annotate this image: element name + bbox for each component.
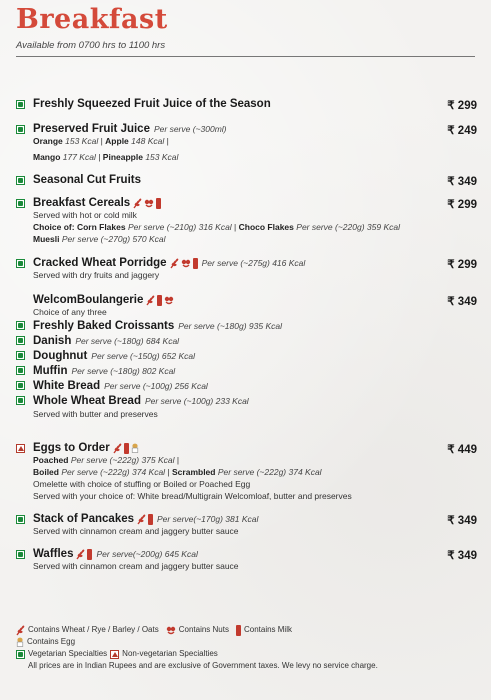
item-price: ₹ 349 (447, 296, 477, 308)
item-name: Waffles (33, 548, 74, 560)
item-description: Omelette with choice of stuffing or Boiled or Poached Egg (33, 479, 251, 489)
item-options: Choice of: Corn Flakes Per serve (~210g) 316 Kcal | Choco Flakes Per serve (~220g) 359 Kcal (33, 222, 400, 232)
sub-item[interactable] (16, 333, 477, 348)
veg-mark-icon (16, 336, 25, 345)
nut-icon (144, 198, 154, 208)
item-serve: Per serve (~300ml) (153, 124, 227, 134)
wheat-icon (146, 295, 155, 306)
wheat-icon (113, 443, 122, 454)
veg-mark-icon (16, 396, 25, 405)
sub-item-name: Doughnut (33, 349, 88, 362)
item-description: Served with cinnamon cream and jaggery butter sauce (33, 561, 239, 571)
legend-nuts: Contains Nuts (178, 625, 229, 634)
sub-item[interactable] (16, 348, 477, 363)
veg-mark-icon (16, 381, 25, 390)
availability-note: Available from 0700 hrs to 1100 hrs (16, 40, 166, 51)
veg-mark-icon (16, 366, 25, 375)
menu-item-eggs[interactable] (16, 442, 477, 502)
sub-item-meta: Per serve (~100g) 256 Kcal (104, 380, 208, 391)
item-description: Served with dry fruits and jaggery (33, 270, 160, 280)
item-name: Eggs to Order (33, 442, 110, 454)
wheat-icon (133, 198, 142, 209)
sub-item-name: White Bread (33, 379, 101, 392)
item-footer-note: Served with butter and preserves (33, 409, 158, 419)
sub-item-meta: Per serve (~180g) 802 Kcal (71, 365, 176, 376)
nonveg-mark-icon (110, 650, 119, 659)
item-price: ₹ 299 (447, 259, 477, 271)
veg-mark-icon (16, 321, 25, 330)
item-name: Seasonal Cut Fruits (33, 174, 141, 186)
legend-milk: Contains Milk (243, 625, 292, 634)
wheat-icon (76, 549, 85, 560)
item-name: WelcomBoulangerie (33, 294, 144, 306)
item-price: ₹ 349 (447, 176, 477, 188)
legend-veg: Vegetarian Specialties (28, 649, 108, 658)
sub-item-name: Freshly Baked Croissants (33, 319, 175, 332)
legend-egg: Contains Egg (27, 637, 76, 646)
sub-item-meta: Per serve (~180g) 684 Kcal (75, 335, 180, 346)
menu-item-fruit-juice-season[interactable] (16, 98, 477, 110)
item-description: Served with hot or cold milk (33, 210, 137, 220)
item-description: Served with your choice of: White bread/Multigrain Welcomloaf, butter and preserves (33, 491, 352, 501)
sub-item-name: Muffin (33, 364, 68, 377)
divider (16, 56, 475, 57)
item-options: Boiled Per serve (~222g) 374 Kcal | Scrambled Per serve (~222g) 374 Kcal (33, 467, 322, 477)
sub-item-meta: Per serve (~100g) 233 Kcal (144, 395, 249, 406)
page-title: Breakfast (16, 4, 168, 35)
item-name: Cracked Wheat Porridge (33, 257, 167, 269)
sub-item-meta: Per serve (~180g) 935 Kcal (178, 320, 282, 331)
menu-item-cut-fruits[interactable] (16, 174, 477, 186)
item-name: Preserved Fruit Juice (33, 123, 150, 135)
item-options: Mango 177 Kcal | Pineapple 153 Kcal (33, 152, 179, 162)
milk-icon (87, 549, 92, 560)
veg-mark-icon (16, 100, 25, 109)
veg-mark-icon (16, 125, 25, 134)
item-serve: Per serve (~275g) 416 Kcal (201, 258, 306, 268)
egg-icon (16, 637, 24, 647)
milk-icon (156, 198, 161, 209)
legend-nonveg: Non-vegetarian Specialties (122, 649, 218, 658)
sub-item-meta: Per serve (~150g) 652 Kcal (91, 350, 196, 361)
wheat-icon (137, 514, 146, 525)
item-options: Poached Per serve (~222g) 375 Kcal | (33, 455, 180, 465)
item-price: ₹ 299 (447, 100, 477, 112)
sub-item[interactable] (16, 378, 477, 393)
nut-icon (181, 258, 191, 268)
item-description: Choice of any three (33, 307, 107, 317)
wheat-icon (170, 258, 179, 269)
menu-item-waffles[interactable] (16, 548, 477, 572)
menu-item-pancakes[interactable] (16, 513, 477, 537)
legend-wheat: Contains Wheat / Rye / Barley / Oats (28, 625, 159, 634)
veg-mark-icon (16, 199, 25, 208)
sub-item[interactable] (16, 363, 477, 378)
veg-mark-icon (16, 515, 25, 524)
item-price: ₹ 249 (447, 125, 477, 137)
item-price: ₹ 349 (447, 515, 477, 527)
item-description: Served with cinnamon cream and jaggery butter sauce (33, 526, 239, 536)
item-serve: Per serve(~170g) 381 Kcal (157, 514, 259, 524)
veg-mark-icon (16, 351, 25, 360)
veg-mark-icon (16, 259, 25, 268)
nonveg-mark-icon (16, 444, 25, 453)
sub-item[interactable] (16, 393, 477, 408)
item-price: ₹ 449 (447, 444, 477, 456)
wheat-icon (16, 625, 25, 636)
item-price: ₹ 349 (447, 550, 477, 562)
item-serve: Per serve(~200g) 645 Kcal (96, 549, 198, 559)
egg-icon (131, 443, 139, 453)
sub-item-name: Danish (33, 334, 72, 347)
sub-item-name: Whole Wheat Bread (33, 394, 141, 407)
veg-mark-icon (16, 650, 25, 659)
menu-item-porridge[interactable] (16, 257, 477, 281)
nut-icon (164, 295, 174, 305)
milk-icon (193, 258, 198, 269)
veg-mark-icon (16, 550, 25, 559)
item-name: Stack of Pancakes (33, 513, 135, 525)
menu-item-preserved-juice[interactable] (16, 123, 477, 163)
nut-icon (166, 625, 176, 635)
item-name: Breakfast Cereals (33, 197, 131, 209)
menu-item-boulangerie[interactable] (16, 294, 477, 420)
milk-icon (124, 443, 129, 454)
sub-item[interactable] (16, 318, 477, 333)
menu-item-cereals[interactable] (16, 197, 477, 245)
milk-icon (148, 514, 153, 525)
item-options: Orange 153 Kcal | Apple 148 Kcal | (33, 136, 169, 146)
allergen-legend (16, 624, 477, 672)
milk-icon (157, 295, 162, 306)
veg-mark-icon (16, 176, 25, 185)
item-price: ₹ 299 (447, 199, 477, 211)
item-name: Freshly Squeezed Fruit Juice of the Season (33, 98, 271, 110)
item-options: Muesli Per serve (~270g) 570 Kcal (33, 234, 166, 244)
price-note: All prices are in Indian Rupees and are exclusive of Government taxes. We levy no service charge. (28, 661, 378, 670)
milk-icon (236, 625, 241, 636)
